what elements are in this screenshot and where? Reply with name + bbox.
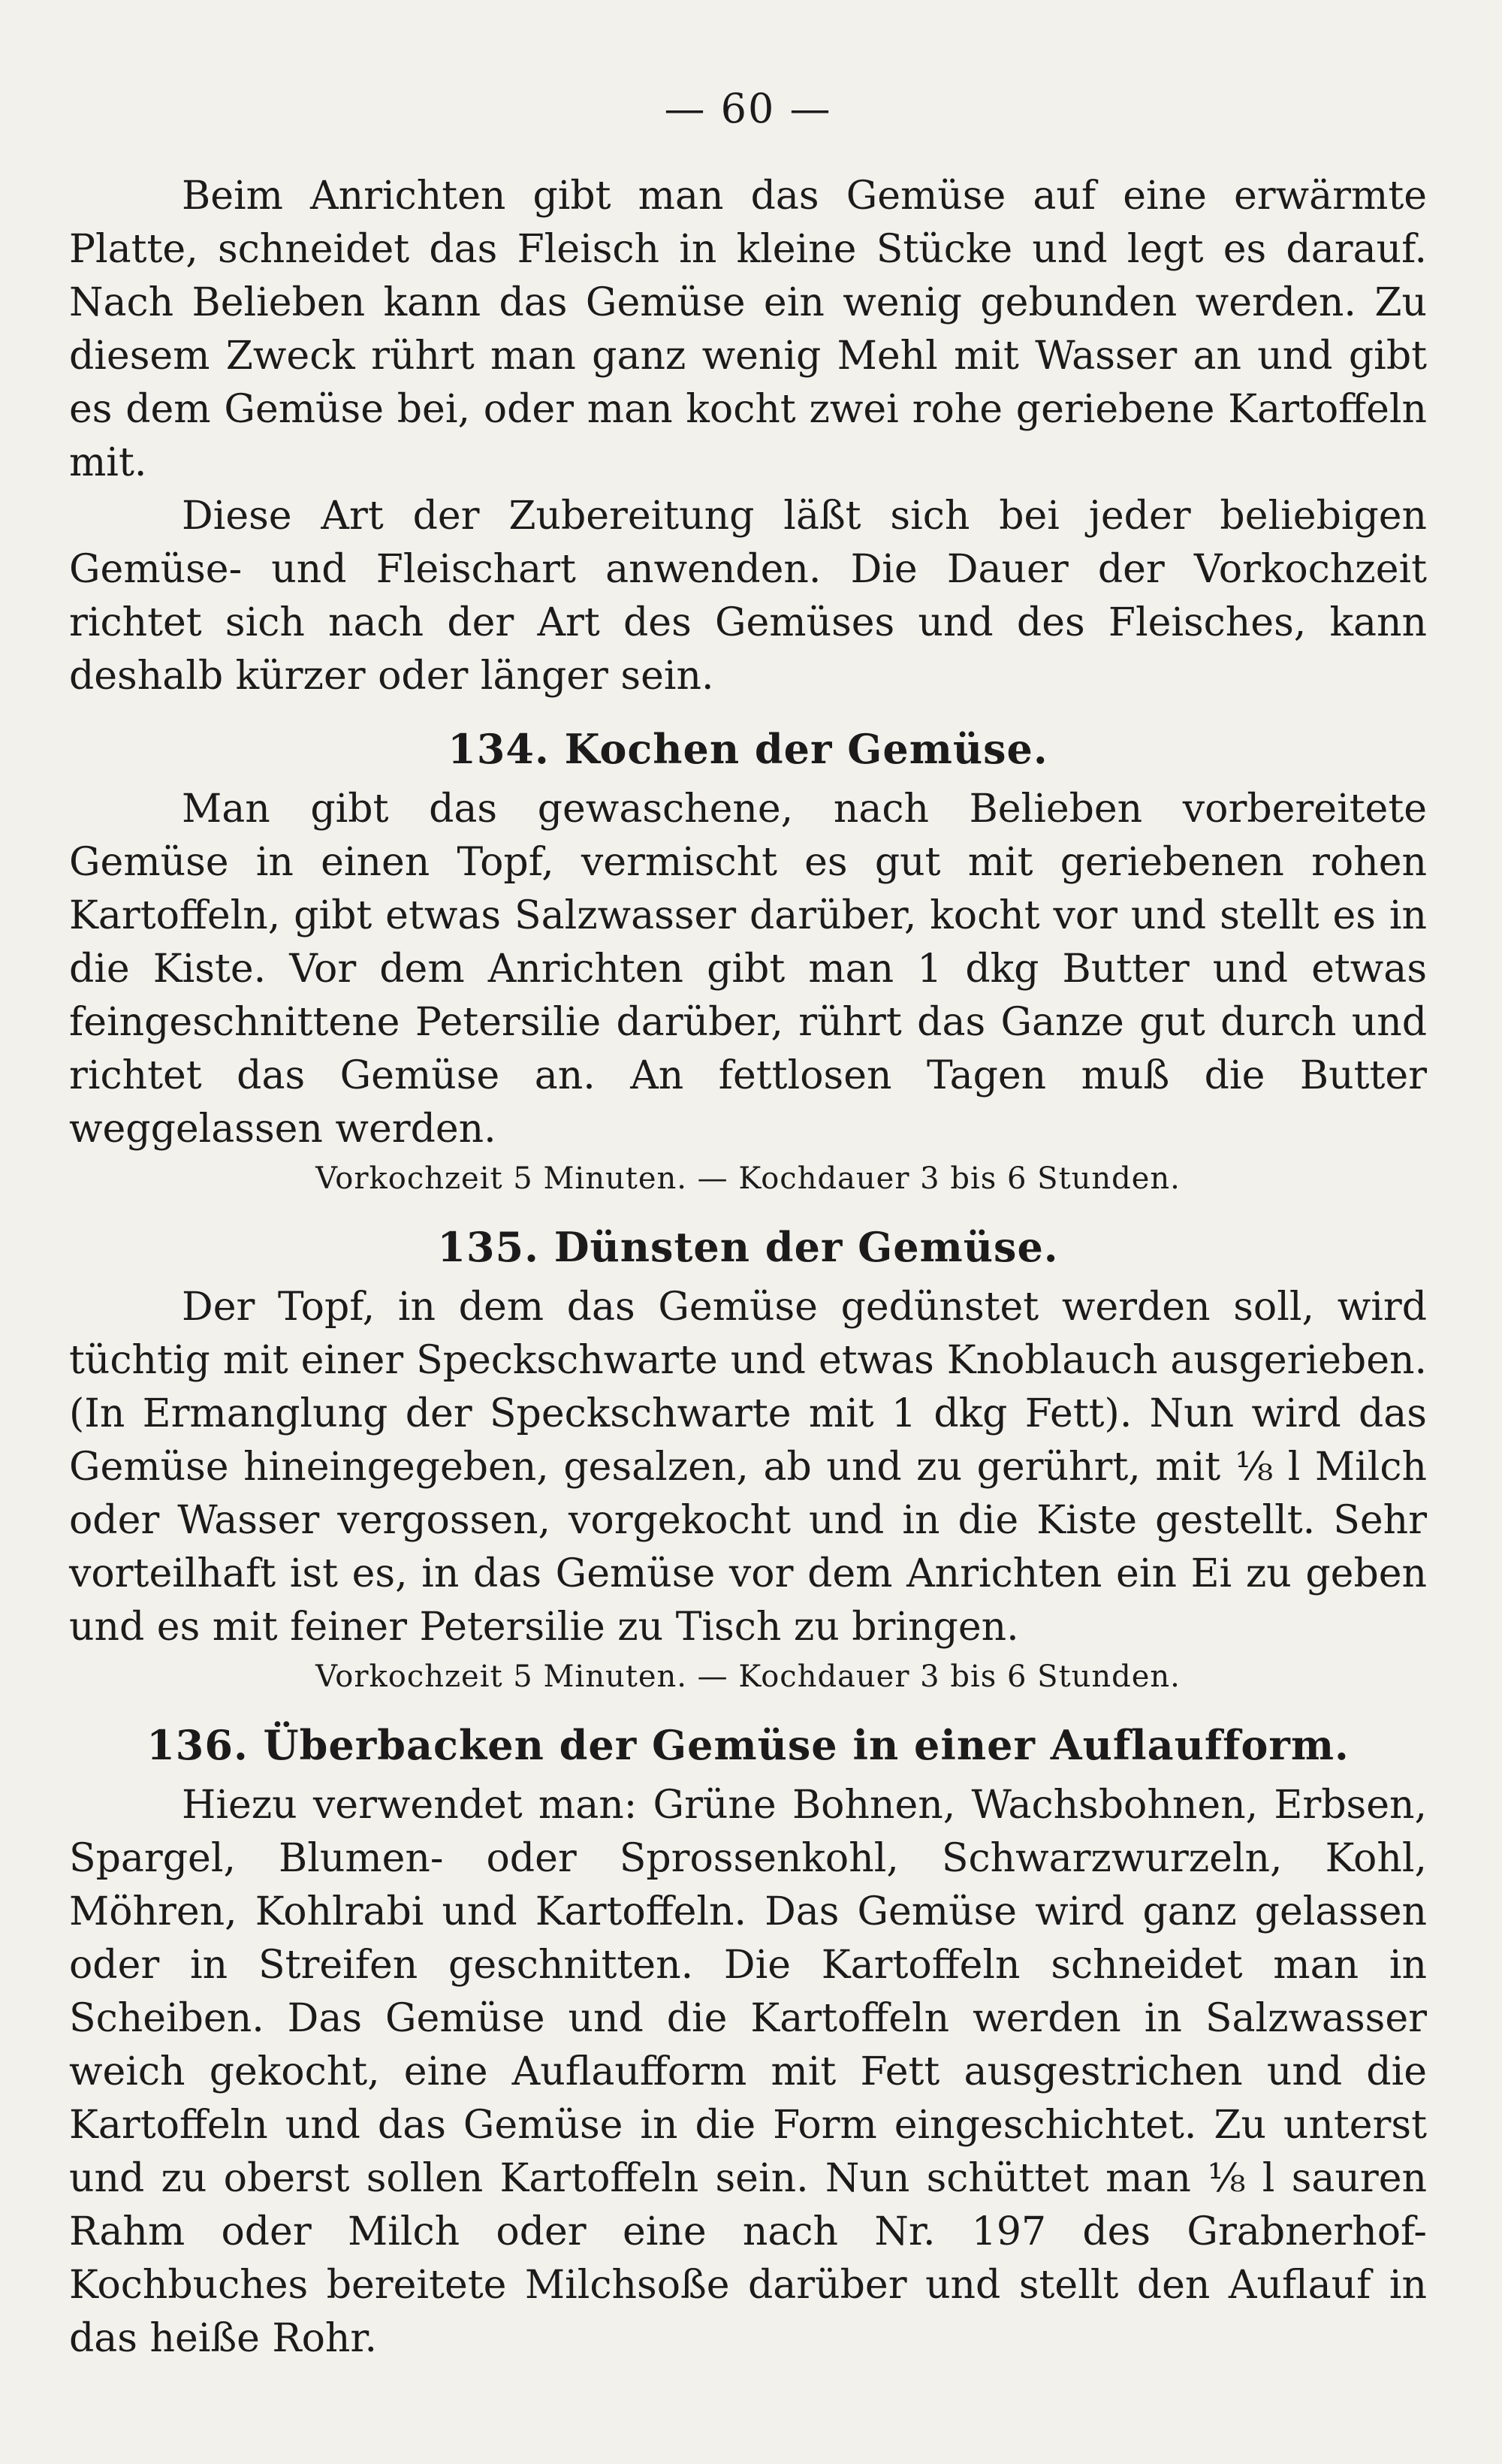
- book-page: [69, 75, 1427, 2389]
- section-text-134: Man gibt das gewaschene, nach Belieben vorbereitete Gemüse in einen Topf, vermischt es gut mit geriebenen rohen Kartoffeln, gibt etwas Salzwasser darüber, kocht vor und stellt es in die Kiste. Vor dem Anrichten gibt man 1 dkg Butter und etwas feingeschnittene Petersilie darüber, rührt das Ganze gut durch und richtet das Gemüse an. An fettlosen Tagen muß die Butter weggelassen werden.: [69, 787, 1427, 1152]
- section-note-134: Vorkochzeit 5 Minuten. — Kochdauer 3 bis 6 Stunden.: [315, 1161, 1181, 1196]
- section-note-135: Vorkochzeit 5 Minuten. — Kochdauer 3 bis 6 Stunden.: [315, 1659, 1181, 1694]
- page-number: — 60 —: [664, 85, 832, 132]
- section-text-135: Der Topf, in dem das Gemüse gedünstet werden soll, wird tüchtig mit einer Speckschwarte und etwas Knoblauch ausgerieben. (In Ermanglung der Speckschwarte mit 1 dkg Fett). Nun wird das Gemüse hineingegeben, gesalzen, ab und zu gerührt, mit ⅛ l Milch oder Wasser vergossen, vorgekocht und in die Kiste gestellt. Sehr vorteilhaft ist es, in das Gemüse vor dem Anrichten ein Ei zu geben und es mit feiner Petersilie zu Tisch zu bringen.: [69, 1285, 1427, 1650]
- section-heading-134: 134. Kochen der Gemüse.: [448, 725, 1048, 773]
- section-heading-135: 135. Dünsten der Gemüse.: [437, 1223, 1059, 1271]
- section-heading-136: 136. Überbacken der Gemüse in einer Auflaufform.: [146, 1721, 1350, 1769]
- intro-paragraph-1: Beim Anrichten gibt man das Gemüse auf eine erwärmte Platte, schneidet das Fleisch in kleine Stücke und legt es darauf. Nach Belieben kann das Gemüse ein wenig gebunden werden. Zu diesem Zweck rührt man ganz wenig Mehl mit Wasser an und gibt es dem Gemüse bei, oder man kocht zwei rohe geriebene Kartoffeln mit.: [69, 174, 1427, 485]
- intro-paragraph-2: Diese Art der Zubereitung läßt sich bei jeder beliebigen Gemüse- und Fleischart anwenden. Die Dauer der Vorkochzeit richtet sich nach der Art des Gemüses und des Fleisches, kann deshalb kürzer oder länger sein.: [69, 494, 1427, 699]
- section-text-136: Hiezu verwendet man: Grüne Bohnen, Wachsbohnen, Erbsen, Spargel, Blumen- oder Sprossenkohl, Schwarzwurzeln, Kohl, Möhren, Kohlrabi und Kartoffeln. Das Gemüse wird ganz gelassen oder in Streifen geschnitten. Die Kartoffeln schneidet man in Scheiben. Das Gemüse und die Kartoffeln werden in Salzwasser weich gekocht, eine Auflaufform mit Fett ausgestrichen und die Kartoffeln und das Gemüse in die Form eingeschichtet. Zu unterst und zu oberst sollen Kartoffeln sein. Nun schüttet man ⅛ l sauren Rahm oder Milch oder eine nach Nr. 197 des Grabnerhof-Kochbuches bereitete Milchsoße darüber und stellt den Auflauf in das heiße Rohr.: [69, 1783, 1427, 2361]
